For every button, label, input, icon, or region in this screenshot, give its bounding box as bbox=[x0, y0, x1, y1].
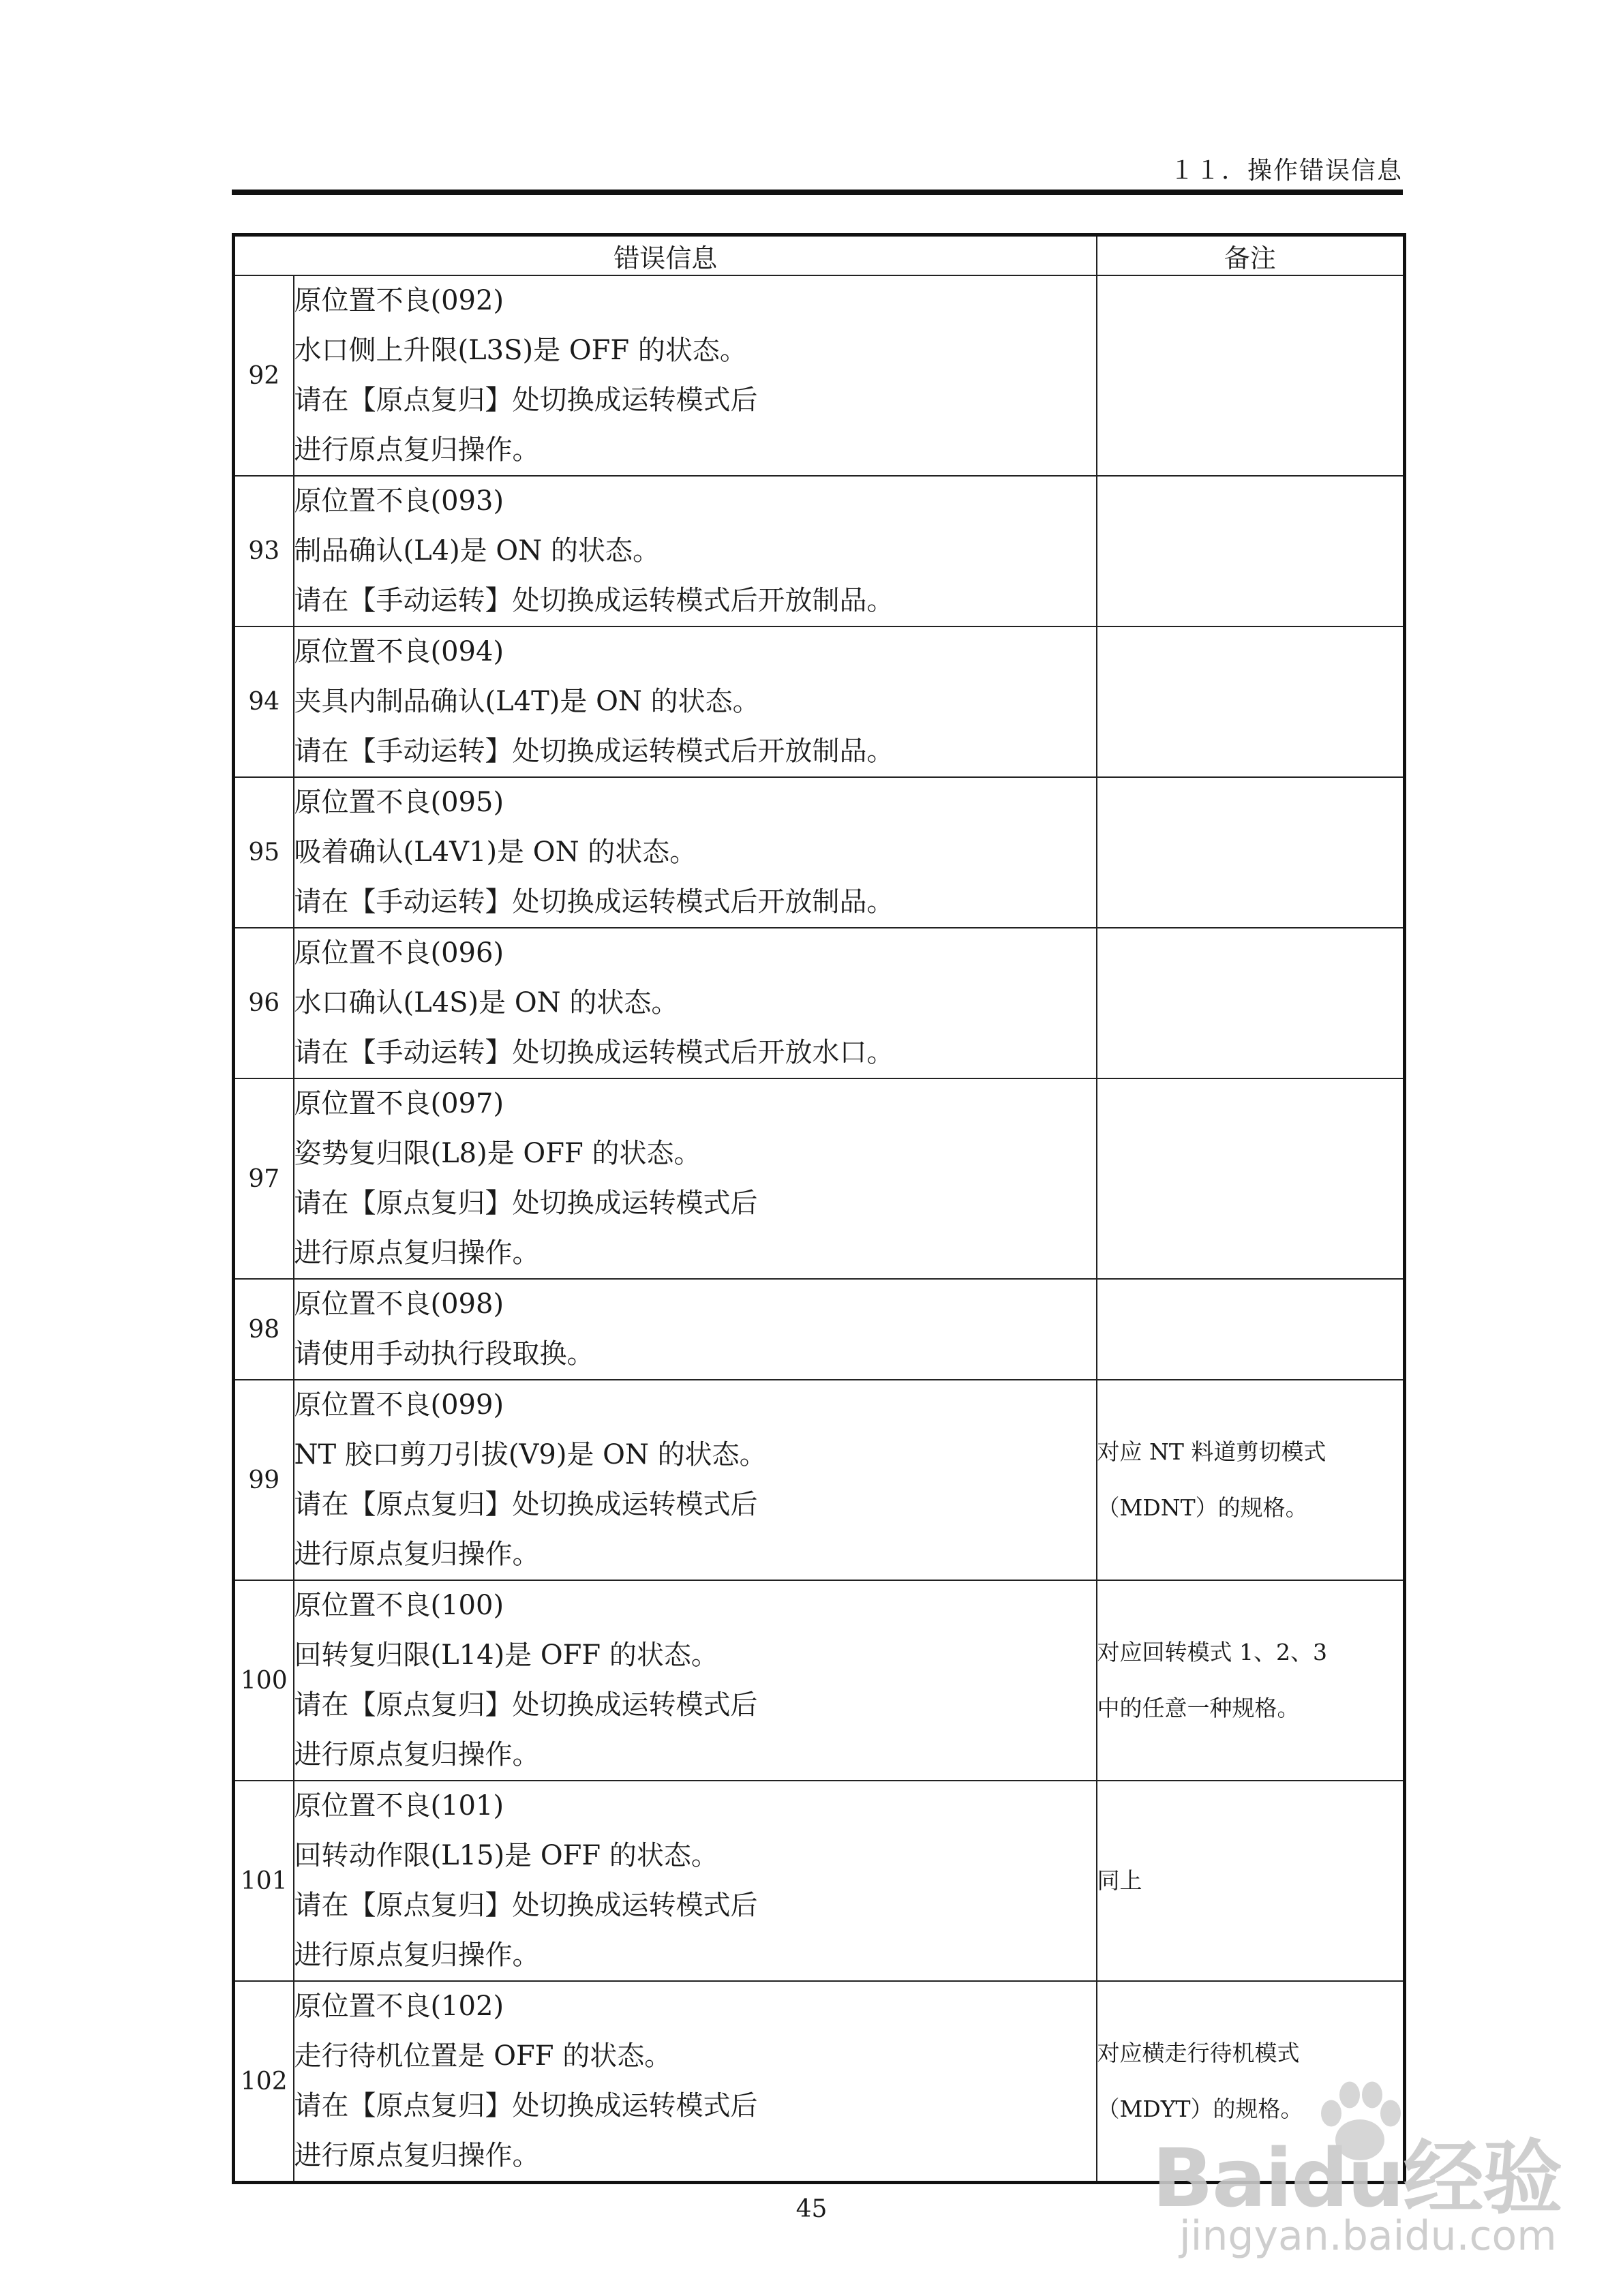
error-code: 96 bbox=[234, 928, 294, 1078]
table-header-row bbox=[234, 235, 1405, 276]
error-note bbox=[1097, 928, 1405, 1078]
error-message-line: 请在【原点复归】处切换成运转模式后 bbox=[294, 1890, 758, 1921]
error-message bbox=[294, 1781, 1097, 1981]
error-note-line: 对应横走行待机模式 bbox=[1097, 2040, 1300, 2066]
error-message bbox=[294, 777, 1097, 928]
error-message bbox=[294, 1279, 1097, 1380]
error-note-line: 同上 bbox=[1097, 1867, 1142, 1894]
error-message bbox=[294, 1078, 1097, 1279]
error-table bbox=[232, 233, 1406, 2184]
error-message-line: 姿势复归限(L8)是 OFF 的状态。 bbox=[294, 1138, 701, 1169]
error-note bbox=[1097, 1580, 1405, 1781]
table-row bbox=[234, 1580, 1405, 1781]
error-message-line: 请在【手动运转】处切换成运转模式后开放制品。 bbox=[294, 886, 894, 918]
error-message-line: 原位置不良(100) bbox=[294, 1590, 504, 1621]
error-note bbox=[1097, 275, 1405, 476]
error-note bbox=[1097, 1781, 1405, 1981]
error-message bbox=[294, 1380, 1097, 1580]
page-number: 45 bbox=[795, 2195, 828, 2223]
table-row bbox=[234, 1078, 1405, 1279]
error-note bbox=[1097, 1279, 1405, 1380]
column-header-message: 错误信息 bbox=[234, 235, 1097, 276]
table-row bbox=[234, 626, 1405, 777]
table-row bbox=[234, 777, 1405, 928]
error-message bbox=[294, 626, 1097, 777]
error-message-line: 原位置不良(094) bbox=[294, 636, 504, 667]
error-message-line: 水口侧上升限(L3S)是 OFF 的状态。 bbox=[294, 335, 747, 366]
error-message bbox=[294, 275, 1097, 476]
error-message-line: 水口确认(L4S)是 ON 的状态。 bbox=[294, 987, 679, 1018]
table-row bbox=[234, 1279, 1405, 1380]
error-note-line: （MDNT）的规格。 bbox=[1097, 1494, 1308, 1521]
error-code: 94 bbox=[234, 626, 294, 777]
error-message-line: 请在【原点复归】处切换成运转模式后 bbox=[294, 1689, 758, 1721]
error-message-line: 进行原点复归操作。 bbox=[294, 1739, 540, 1770]
error-message-line: 请在【手动运转】处切换成运转模式后开放水口。 bbox=[294, 1037, 894, 1068]
error-message-line: 原位置不良(101) bbox=[294, 1790, 504, 1822]
error-message-line: 原位置不良(093) bbox=[294, 485, 504, 517]
error-message-line: 制品确认(L4)是 ON 的状态。 bbox=[294, 535, 660, 567]
error-message-line: 走行待机位置是 OFF 的状态。 bbox=[294, 2040, 672, 2072]
table-row bbox=[234, 476, 1405, 626]
error-message-line: 原位置不良(096) bbox=[294, 937, 504, 969]
error-note bbox=[1097, 777, 1405, 928]
error-note-line: 对应 NT 料道剪切模式 bbox=[1097, 1438, 1326, 1465]
error-message-line: 请在【原点复归】处切换成运转模式后 bbox=[294, 384, 758, 416]
error-message-line: 回转动作限(L15)是 OFF 的状态。 bbox=[294, 1840, 718, 1871]
error-message-line: 夹具内制品确认(L4T)是 ON 的状态。 bbox=[294, 686, 760, 717]
error-code: 95 bbox=[234, 777, 294, 928]
error-code: 99 bbox=[234, 1380, 294, 1580]
error-message-line: 请在【原点复归】处切换成运转模式后 bbox=[294, 1489, 758, 1520]
error-message-line: 进行原点复归操作。 bbox=[294, 1539, 540, 1570]
error-note-line: 对应回转模式 1、2、3 bbox=[1097, 1639, 1327, 1665]
watermark-url: jingyan.baidu.com bbox=[1179, 2212, 1557, 2260]
error-code: 98 bbox=[234, 1279, 294, 1380]
error-message-line: 原位置不良(097) bbox=[294, 1088, 504, 1119]
error-message-line: 请在【原点复归】处切换成运转模式后 bbox=[294, 2090, 758, 2121]
table-row bbox=[234, 1781, 1405, 1981]
error-note-line: 中的任意一种规格。 bbox=[1097, 1695, 1300, 1721]
error-code: 101 bbox=[234, 1781, 294, 1981]
error-code: 97 bbox=[234, 1078, 294, 1279]
watermark-logo-text: Baidu经验 bbox=[1152, 2131, 1562, 2225]
error-message-line: 原位置不良(092) bbox=[294, 285, 504, 316]
section-header: １１．操作错误信息 bbox=[1169, 157, 1403, 185]
error-message-line: NT 胶口剪刀引拔(V9)是 ON 的状态。 bbox=[294, 1439, 767, 1470]
error-message-line: 进行原点复归操作。 bbox=[294, 1939, 540, 1971]
error-message-line: 原位置不良(102) bbox=[294, 1991, 504, 2022]
error-note bbox=[1097, 626, 1405, 777]
error-message-line: 请在【手动运转】处切换成运转模式后开放制品。 bbox=[294, 585, 894, 616]
table-row bbox=[234, 928, 1405, 1078]
table-row bbox=[234, 275, 1405, 476]
error-code: 93 bbox=[234, 476, 294, 626]
error-message bbox=[294, 928, 1097, 1078]
baidu-watermark bbox=[1152, 2072, 1562, 2277]
error-note-line: （MDYT）的规格。 bbox=[1097, 2096, 1303, 2122]
error-message-line: 原位置不良(095) bbox=[294, 787, 504, 818]
error-message bbox=[294, 1580, 1097, 1781]
error-message-line: 进行原点复归操作。 bbox=[294, 1237, 540, 1269]
table-body bbox=[234, 275, 1405, 2183]
table-row bbox=[234, 1380, 1405, 1580]
error-message-line: 原位置不良(099) bbox=[294, 1389, 504, 1421]
column-header-note: 备注 bbox=[1097, 235, 1405, 276]
error-message-line: 回转复归限(L14)是 OFF 的状态。 bbox=[294, 1640, 718, 1671]
error-message bbox=[294, 1981, 1097, 2183]
error-code: 102 bbox=[234, 1981, 294, 2183]
error-message bbox=[294, 476, 1097, 626]
error-message-line: 请在【原点复归】处切换成运转模式后 bbox=[294, 1188, 758, 1219]
error-message-line: 吸着确认(L4V1)是 ON 的状态。 bbox=[294, 836, 697, 868]
error-note bbox=[1097, 1078, 1405, 1279]
error-message-line: 进行原点复归操作。 bbox=[294, 2140, 540, 2171]
error-note bbox=[1097, 476, 1405, 626]
error-note bbox=[1097, 1380, 1405, 1580]
header-rule bbox=[232, 190, 1403, 195]
error-code: 92 bbox=[234, 275, 294, 476]
error-message-line: 请使用手动执行段取换。 bbox=[294, 1338, 594, 1370]
error-message-line: 请在【手动运转】处切换成运转模式后开放制品。 bbox=[294, 736, 894, 767]
error-message-line: 进行原点复归操作。 bbox=[294, 434, 540, 466]
error-code: 100 bbox=[234, 1580, 294, 1781]
error-message-line: 原位置不良(098) bbox=[294, 1288, 504, 1320]
